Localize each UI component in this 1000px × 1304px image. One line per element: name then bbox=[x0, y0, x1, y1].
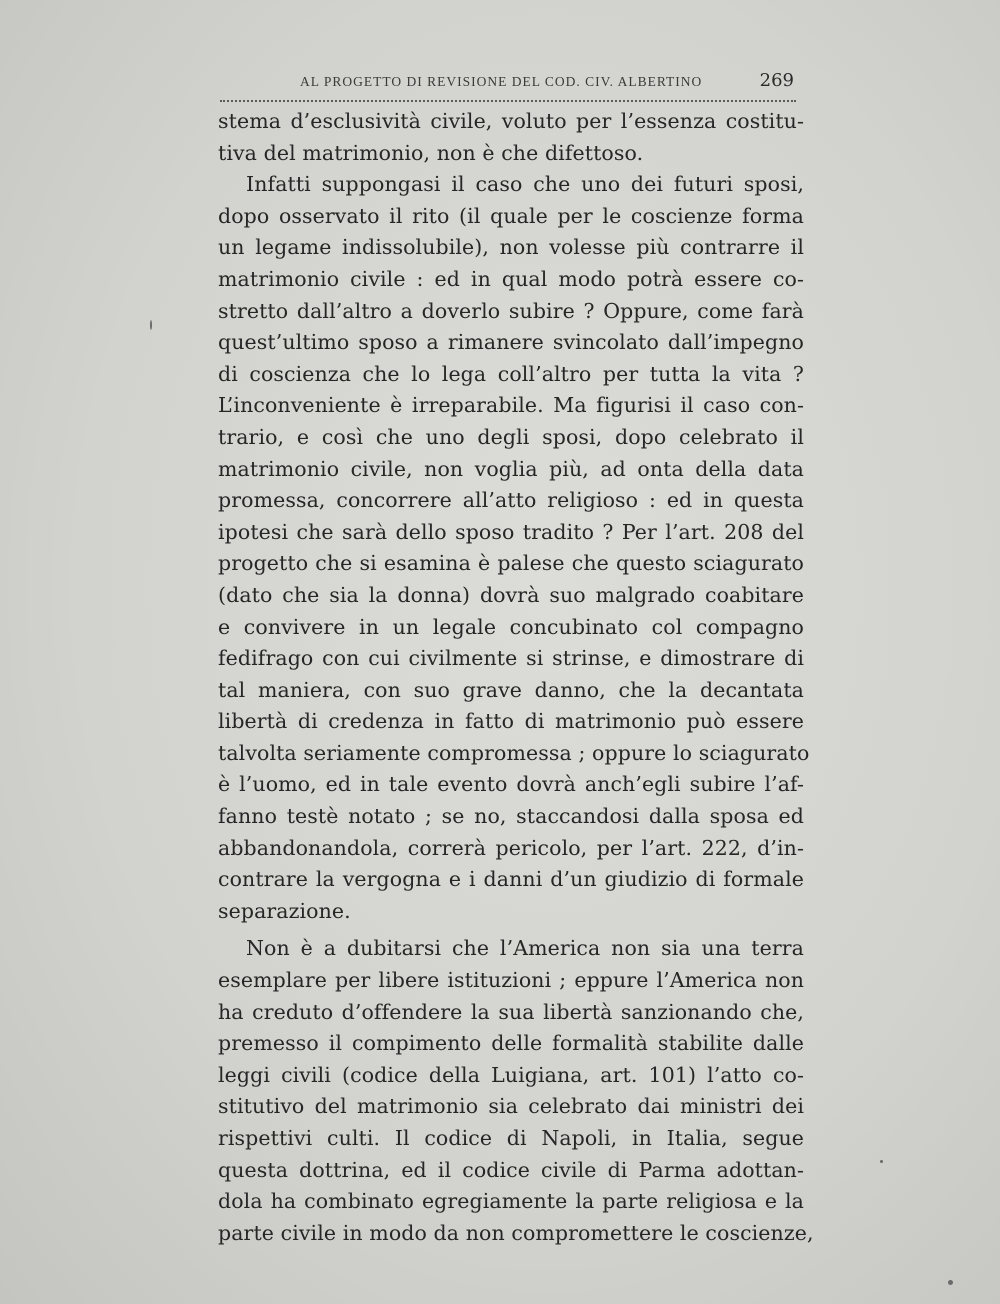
text-line: parte civile in modo da non compromettere le coscienze, bbox=[218, 1220, 814, 1245]
text-line: libertà di credenza in fatto di matrimonio può essere bbox=[218, 709, 804, 734]
text-line: stretto dall’altro a doverlo subire ? Oppure, come farà bbox=[218, 298, 804, 323]
text-line: matrimonio civile, non voglia più, ad onta della data bbox=[218, 456, 804, 481]
text-line: di coscienza che lo lega coll’altro per tutta la vita ? bbox=[218, 361, 804, 386]
text-line: promessa, concorrere all’atto religioso : ed in questa bbox=[218, 488, 804, 513]
text-line: Infatti suppongasi il caso che uno dei futuri sposi, bbox=[246, 172, 804, 197]
text-line: fanno testè notato ; se no, staccandosi dalla sposa ed bbox=[218, 804, 804, 829]
text-body bbox=[218, 106, 814, 1249]
text-line: rispettivi culti. Il codice di Napoli, in Italia, segue bbox=[218, 1126, 804, 1150]
running-head bbox=[220, 72, 798, 96]
text-line: premesso il compimento delle formalità stabilite dalle bbox=[218, 1031, 804, 1056]
text-line: talvolta seriamente compromessa ; oppure lo sciagurato bbox=[218, 740, 810, 765]
text-line: è l’uomo, ed in tale evento dovrà anch’egli subire l’af- bbox=[218, 772, 804, 797]
text-line: Non è a dubitarsi che l’America non sia una terra bbox=[246, 936, 804, 961]
text-line: separazione. bbox=[218, 898, 351, 923]
text-line: e convivere in un legale concubinato col compagno bbox=[218, 614, 804, 639]
text-line: stema d’esclusività civile, voluto per l’essenza costitu- bbox=[218, 109, 804, 133]
text-line: questa dottrina, ed il codice civile di Parma adottan- bbox=[218, 1157, 804, 1182]
text-line: (dato che sia la donna) dovrà suo malgrado coabitare bbox=[218, 582, 804, 607]
text-line: dopo osservato il rito (il quale per le coscienze forma bbox=[218, 203, 804, 228]
text-line: stitutivo del matrimonio sia celebrato dai ministri dei bbox=[218, 1094, 804, 1119]
text-line: leggi civili (codice della Luigiana, art. 101) l’atto co- bbox=[218, 1062, 804, 1087]
text-line: esemplare per libere istituzioni ; eppure l’America non bbox=[218, 968, 804, 993]
text-line: ha creduto d’offendere la sua libertà sanzionando che, bbox=[218, 999, 804, 1024]
text-line: quest’ultimo sposo a rimanere svincolato dall’impegno bbox=[218, 330, 804, 355]
text-line: tiva del matrimonio, non è che difettoso. bbox=[218, 140, 644, 165]
paper-speck bbox=[150, 320, 152, 330]
text-line: fedifrago con cui civilmente si strinse, e dimostrare di bbox=[218, 646, 804, 671]
text-line: matrimonio civile : ed in qual modo potrà essere co- bbox=[218, 266, 804, 291]
text-line: contrare la vergogna e i danni d’un giudizio di formale bbox=[218, 867, 804, 892]
text-line: dola ha combinato egregiamente la parte religiosa e la bbox=[218, 1189, 804, 1214]
text-line: ipotesi che sarà dello sposo tradito ? Per l’art. 208 del bbox=[218, 519, 804, 544]
paper-speck bbox=[880, 1160, 883, 1163]
text-line: abbandonandola, correrà pericolo, per l’art. 222, d’in- bbox=[218, 835, 804, 860]
text-line: un legame indissolubile), non volesse più contrarre il bbox=[218, 235, 804, 260]
paper-speck bbox=[948, 1280, 953, 1285]
text-line: L’inconveniente è irreparabile. Ma figurisi il caso con- bbox=[218, 393, 804, 418]
page-number: 269 bbox=[759, 70, 794, 91]
text-line: progetto che si esamina è palese che questo sciagurato bbox=[218, 551, 804, 576]
running-title: AL PROGETTO DI REVISIONE DEL COD. CIV. ALBERTINO bbox=[300, 74, 703, 89]
header-rule bbox=[220, 100, 796, 102]
text-line: trario, e così che uno degli sposi, dopo celebrato il bbox=[218, 424, 804, 449]
text-line: tal maniera, con suo grave danno, che la decantata bbox=[218, 677, 804, 702]
